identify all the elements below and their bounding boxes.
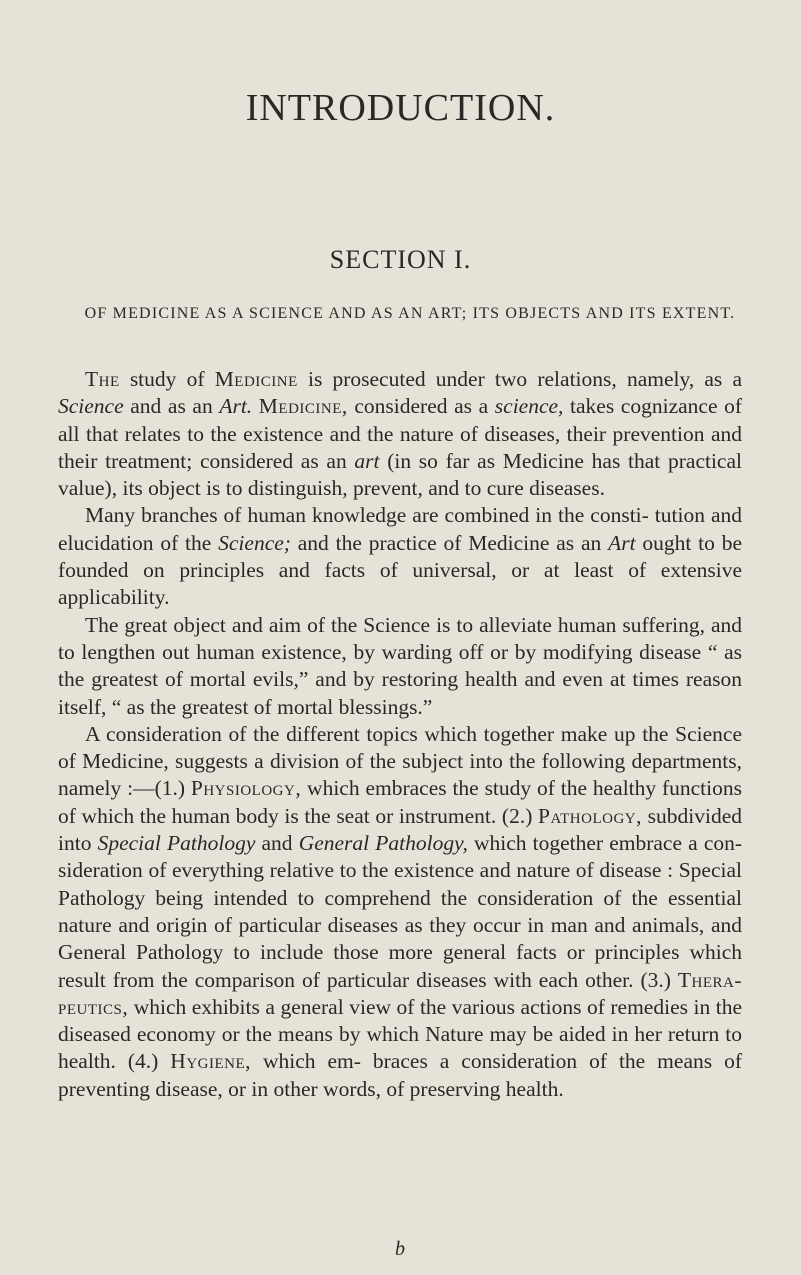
p2-science: Science;	[218, 530, 291, 555]
p1-medicine: Medicine	[214, 367, 298, 391]
p1-text-6: (in so far as Medicine has that practical value), its object is to distinguish, prevent, and to cure diseases.	[58, 448, 742, 501]
section-subtitle: OF MEDICINE AS A SCIENCE AND AS AN ART; ITS OBJECTS AND ITS EXTENT.	[84, 305, 736, 322]
p4-text-3: subdivided into	[58, 803, 742, 856]
p4-text-2: which embraces the study of the healthy functions of which the human body is the seat or instrument. (2.)	[58, 776, 743, 828]
p4-pathology: Pathology,	[538, 803, 642, 828]
p4-special-pathology: Special Pathology	[97, 831, 256, 856]
paragraph-4	[58, 721, 742, 1103]
paragraph-2	[58, 502, 742, 611]
p1-science-2: science,	[494, 394, 564, 419]
p2-text-1: Many branches of human knowledge are combined in the consti- tution and elucidation of the	[58, 503, 742, 555]
p1-text-5: takes cognizance of all that relates to the existence and the nature of diseases, their prevention and their treatment; considered as an	[58, 394, 743, 473]
signature-mark: b	[395, 1238, 405, 1260]
p1-science: Science	[58, 394, 124, 419]
p1-art-2: art	[354, 448, 380, 473]
p3-text-1: The great object and aim of the Science is to alleviate human suffering, and to lengthen out human existence, by warding off or by modifying disease “ as the greatest of mortal evils,” and by restoring health and even at times reason itself, “ as the greatest of mortal blessings.”	[58, 612, 742, 719]
p1-art: Art.	[219, 394, 253, 419]
p1-text-3: and as an	[123, 394, 220, 419]
p1-the: The	[85, 367, 120, 391]
p4-therapeutics: Thera- peutics,	[58, 967, 742, 1019]
p1-text-4: considered as a	[347, 394, 495, 419]
p4-text-6: which exhibits a general view of the various actions of remedies in the diseased economy or the means by which Nature may be aided in her return to health. (4.)	[58, 994, 742, 1074]
paragraph-3	[58, 612, 742, 721]
p2-art: Art	[608, 530, 636, 555]
p1-medicine-2: Medicine,	[258, 394, 348, 419]
p4-text-7: which em- braces a consideration of the means of preventing disease, or in other words, of preserving health.	[58, 1049, 742, 1101]
p1-text-2: is prosecuted under two relations, namely, as a	[297, 367, 743, 391]
p4-text-5: which together embrace a con- sideration of everything relative to the existence and nature of disease : Special Pathology being intended to comprehend the consideration of the essential nature and origin of particular diseases as they occur in man and animals, and General Pathology to include those more general facts or principles which result from the comparison of particular diseases with each other. (3.)	[58, 831, 743, 992]
p2-text-2: and the practice of Medicine as an	[290, 530, 609, 555]
p4-hygiene: Hygiene,	[170, 1049, 252, 1074]
paragraph-1	[58, 366, 742, 502]
p1-text-1: study of	[119, 367, 215, 391]
p4-physiology: Physiology,	[190, 776, 302, 801]
section-heading: SECTION I.	[329, 245, 472, 274]
p4-general-pathology: General Pathology,	[298, 831, 468, 856]
p4-text-1: A consideration of the different topics which together make up the Science of Medicine, suggests a division of the subject into the following departments, namely :—(1.)	[58, 721, 742, 801]
p1-space	[252, 394, 259, 418]
body-text	[58, 366, 742, 1103]
p2-text-3: ought to be founded on principles and facts of universal, or at least of extensive applicability.	[58, 530, 743, 610]
page-title: INTRODUCTION.	[245, 87, 556, 129]
p4-text-4: and	[255, 831, 299, 856]
